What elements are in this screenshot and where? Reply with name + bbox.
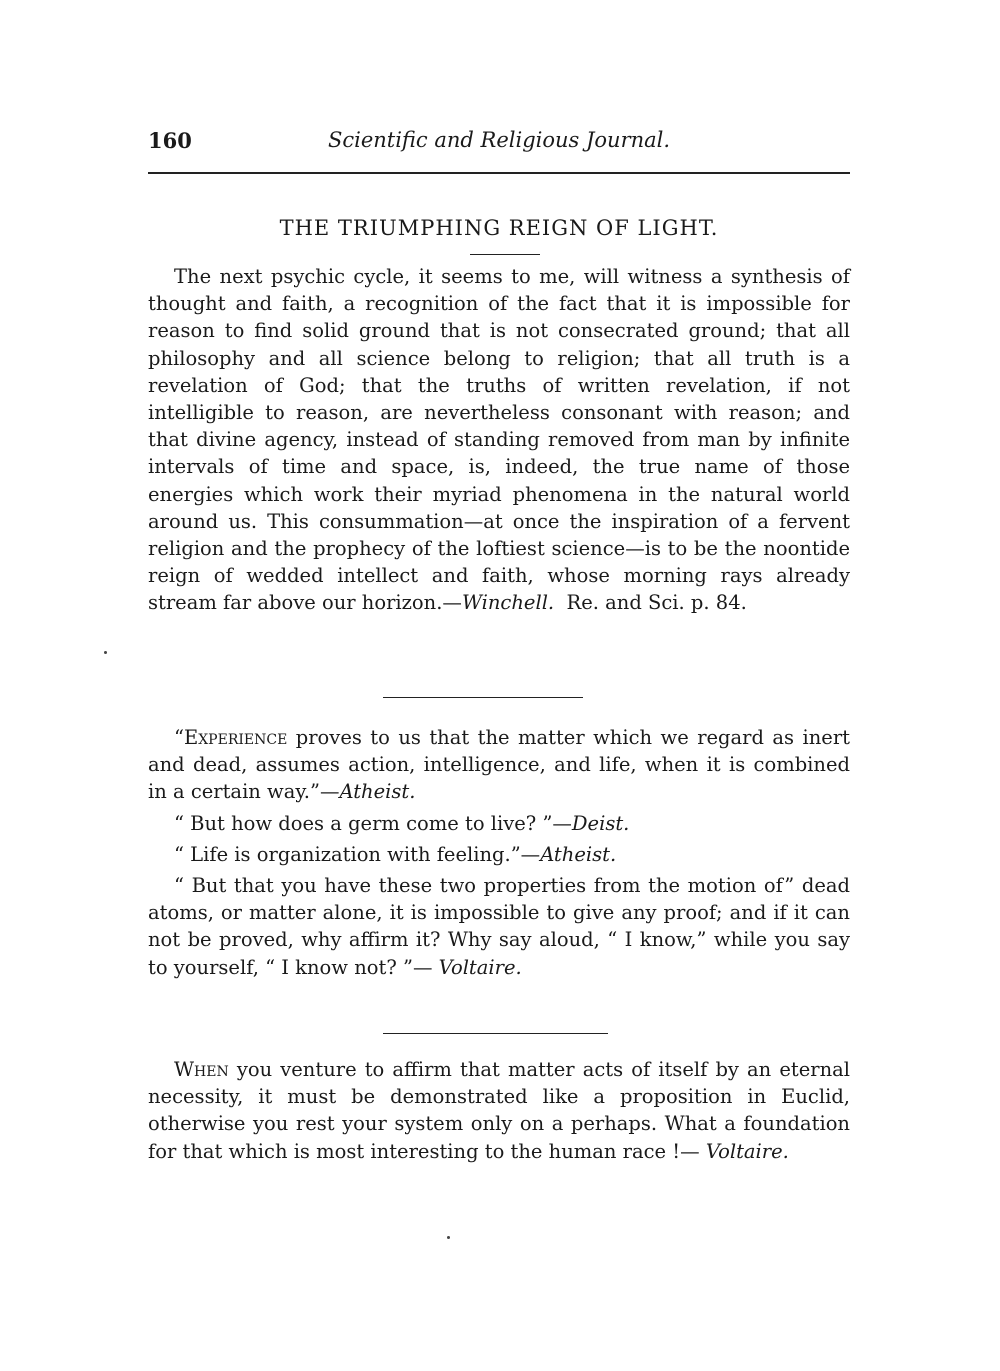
speaker-attribution: Deist.	[571, 811, 630, 835]
article-text: The next psychic cycle, it seems to me, will witness a synthesis of thought and faith, a recognition of the fact that it is impossible for reason to find solid ground that is not consecrated ground; that all philosophy and all science belong to religion; that all truth is a revelation of God; that the truths of written revelation, if not intelligible to reason, are nevertheless consonant with reason; and that divine agency, instead of standing removed from man by infinite intervals of time and space, is, indeed, the true name of those energies which work their myriad phenomena in the natural world around us. This consummation—at once the inspiration of a fervent religion and the prophecy of the loftiest science—is to be the noontide reign of wedded intellect and faith, whose morning rays already stream far above our horizon.—	[148, 265, 850, 615]
print-speck	[104, 651, 107, 654]
speaker-attribution: Atheist.	[540, 842, 617, 866]
section-divider	[383, 697, 583, 698]
lead-word: When	[174, 1058, 229, 1081]
lead-word: Experience	[183, 726, 288, 749]
closing-attribution: Voltaire.	[705, 1139, 789, 1163]
page-header	[148, 128, 850, 160]
dialogue-text: “ Life is organization with feeling.”—	[174, 842, 541, 866]
running-title: Scientific and Religious Journal.	[327, 128, 671, 152]
closing-paragraph	[148, 1056, 850, 1165]
print-speck	[447, 1236, 450, 1239]
article-title: THE TRIUMPHING REIGN OF LIGHT.	[279, 216, 719, 240]
title-rule	[470, 254, 540, 255]
dialogue-paragraph	[148, 724, 850, 806]
closing-text: you venture to affirm that matter acts of itself by an eternal necessity, it must be demonstrated like a proposition in Euclid, otherwise you rest your system only on a perhaps. What a foundation for that which is most interesting to the human race !—	[148, 1058, 850, 1163]
dialogue-section	[148, 724, 850, 981]
article-source: Re. and Sci. p. 84.	[566, 591, 747, 615]
speaker-attribution: Voltaire.	[438, 955, 522, 979]
dialogue-paragraph	[148, 810, 850, 837]
dialogue-text: “ But how does a germ come to live? ”—	[174, 811, 572, 835]
dialogue-text: “ But that you have these two properties from the motion of” dead atoms, or matter alone, it is impossible to give any proof; and if it can not be proved, why affirm it? Why say aloud, “ I know,” while you say to yourself, “ I know not? ”—	[148, 874, 850, 979]
article-attribution: Winchell.	[461, 591, 555, 615]
closing-section	[148, 1056, 850, 1165]
section-divider	[383, 1033, 608, 1034]
page-number: 160	[148, 128, 192, 153]
dialogue-paragraph	[148, 841, 850, 868]
open-quote: “	[174, 726, 184, 749]
article-body	[148, 263, 850, 617]
dialogue-paragraph	[148, 872, 850, 981]
article-paragraph	[148, 263, 850, 617]
dialogue-text: proves to us that the matter which we regard as inert and dead, assumes action, intelligence, and life, when it is combined in a certain way.”—	[148, 726, 850, 804]
header-rule	[148, 172, 850, 174]
speaker-attribution: Atheist.	[339, 780, 416, 804]
